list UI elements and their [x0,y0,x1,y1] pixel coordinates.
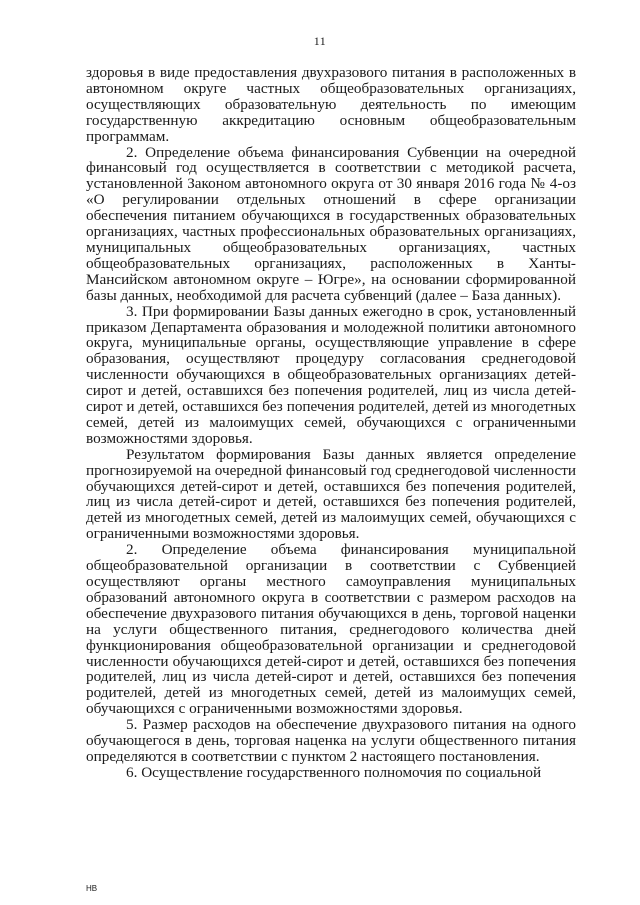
paragraph-item-2-funding: 2. Определение объема финансирования Субвенции на очередной финансовый год осуществляется в соответствии с методикой расчета, установленной Законом автономного округа от 30 января 2016 года № 4-оз «О регулировании отдельных отношений в сфере организации обеспечения питанием обучающихся в государственных образовательных организациях, частных профессиональных образовательных организациях, муниципальных общеобразовательных организациях, частных общеобразовательных организациях, расположенных в Ханты-Мансийском автономном округе – Югре», на основании сформированной базы данных, необходимой для расчета субвенций (далее – База данных). [86,143,576,304]
page-number: 11 [313,34,327,48]
paragraph-item-3-database: 3. При формировании Базы данных ежегодно в срок, установленный приказом Департамента образования и молодежной политики автономного округа, муниципальные органы, осуществляющие управление в сфере образования, осуществляют процедуру согласования среднегодовой численности обучающихся в общеобразовательных организациях детей-сирот и детей, оставшихся без попечения родителей, лиц из числа детей-сирот и детей, оставшихся без попечения родителей, детей из многодетных семей, детей из малоимущих семей, обучающихся с ограниченными возможностями здоровья. [86,302,576,447]
paragraph-item-5-expenses: 5. Размер расходов на обеспечение двухразового питания на одного обучающегося в день, торговая наценка на услуги общественного питания определяются в соответствии с пунктом 2 настоящего постановления. [86,716,576,765]
paragraph-item-6-start: 6. Осуществление государственного полномочия по социальной [126,763,542,781]
paragraph-item-2-municipal: 2. Определение объема финансирования муниципальной общеобразовательной организации в соответствии с Субвенцией осуществляют органы местного самоуправления муниципальных образований автономного округа в соответствии с размером расходов на обеспечение двухразового питания обучающихся в день, торговой наценки на услуги общественного питания, среднегодового количества дней функционирования общеобразовательной организации и среднегодовой численности обучающихся детей-сирот и детей, оставшихся без попечения родителей, лиц из числа детей-сирот и детей, оставшихся без попечения родителей, детей из многодетных семей, детей из малоимущих семей, обучающихся с ограниченными возможностями здоровья. [86,541,576,718]
document-body [86,65,576,781]
paragraph-continuation: здоровья в виде предоставления двухразового питания в расположенных в автономном округе частных общеобразовательных организациях, осуществляющих образовательную деятельность по имеющим государственную аккредитацию основным общеобразовательным программам. [86,64,576,145]
paragraph-database-result: Результатом формирования Базы данных является определение прогнозируемой на очередной финансовый год среднегодовой численности обучающихся детей-сирот и детей, оставшихся без попечения родителей, лиц из числа детей-сирот и детей, оставшихся без попечения родителей, детей из многодетных семей, детей из малоимущих семей, обучающихся с ограниченными возможностями здоровья. [86,445,576,543]
footer-mark: НВ [86,884,98,893]
